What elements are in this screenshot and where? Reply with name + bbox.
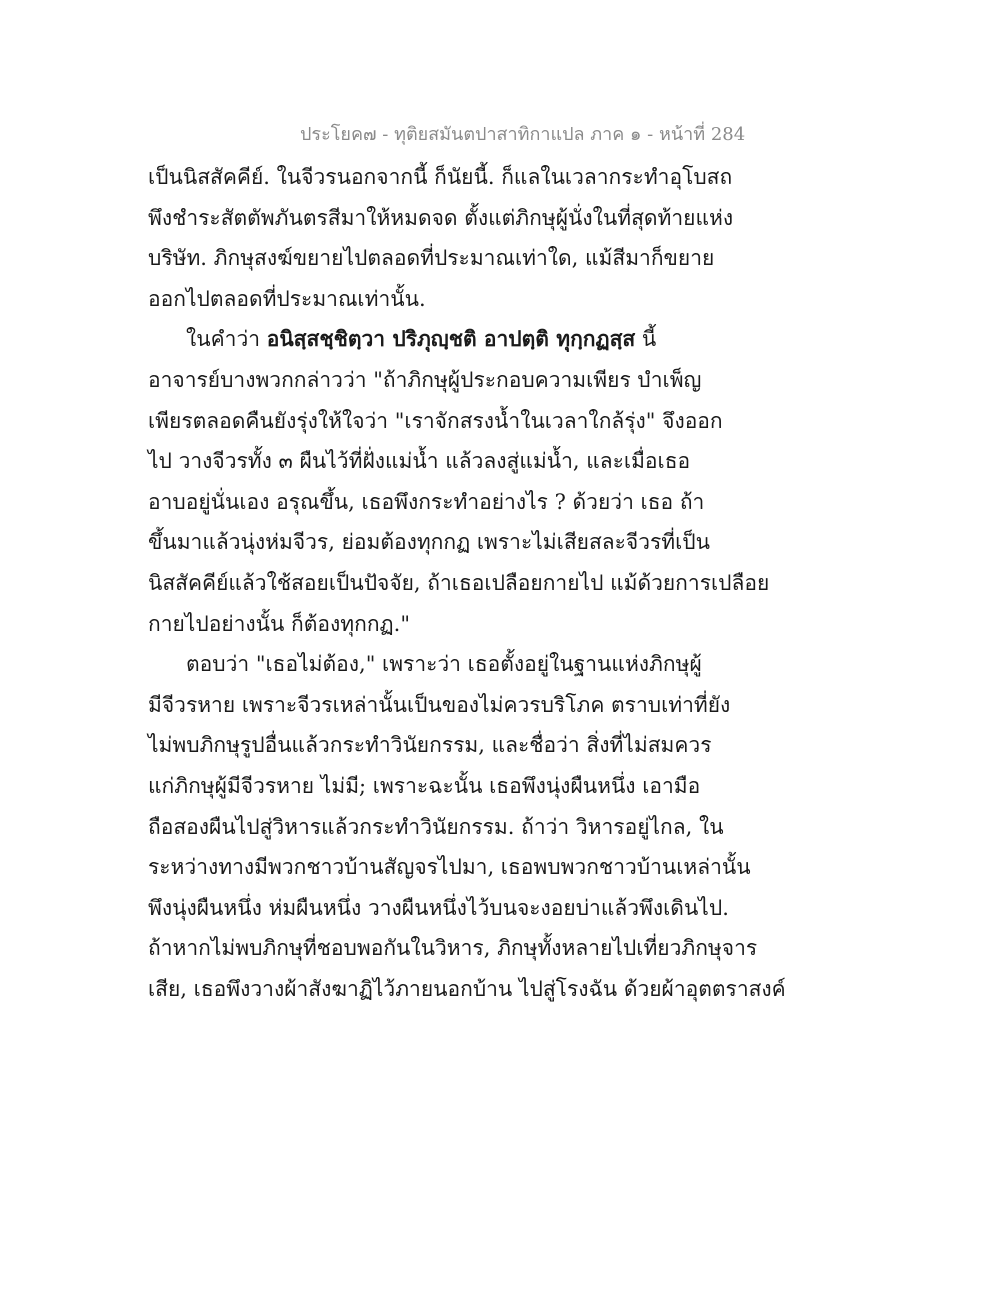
text-span: นี้ (635, 327, 657, 352)
text-line: กายไปอย่างนั้น ก็ต้องทุกกฏ." (148, 611, 410, 636)
text-line: แก่ภิกษุผู้มีจีวรหาย ไม่มี; เพราะฉะนั้น เธอพึงนุ่งผืนหนึ่ง เอามือ (148, 773, 701, 798)
body-text (148, 157, 786, 1009)
paragraph-3-first-line: ตอบว่า "เธอไม่ต้อง," เพราะว่า เธอตั้งอยู่ในฐานแห่งภิกษุผู้ (186, 652, 702, 677)
text-line: มีจีวรหาย เพราะจีวรเหล่านั้นเป็นของไม่ควรบริโภค ตราบเท่าที่ยัง (148, 692, 731, 717)
text-line: ถ้าหากไม่พบภิกษุที่ชอบพอกันในวิหาร, ภิกษุทั้งหลายไปเที่ยวภิกษุจาร (148, 936, 758, 961)
pali-term: อนิสฺสชฺชิตฺวา ปริภุญฺชติ อาปตฺติ ทุกฺกฏสฺส (266, 326, 636, 352)
text-line: พึงนุ่งผืนหนึ่ง ห่มผืนหนึ่ง วางผืนหนึ่งไว้บนจะงอยบ่าแล้วพึงเดินไป. (148, 895, 729, 920)
text-line: ระหว่างทางมีพวกชาวบ้านสัญจรไปมา, เธอพบพวกชาวบ้านเหล่านั้น (148, 855, 751, 880)
text-span: ในคำว่า (186, 327, 267, 352)
text-line: อาบอยู่นั่นเอง อรุณขึ้น, เธอพึงกระทำอย่างไร ? ด้วยว่า เธอ ถ้า (148, 489, 705, 514)
text-line: อาจารย์บางพวกกล่าวว่า "ถ้าภิกษุผู้ประกอบความเพียร บำเพ็ญ (148, 367, 702, 392)
text-line: เป็นนิสสัคคีย์. ในจีวรนอกจากนี้ ก็นัยนี้. ก็แลในเวลากระทำอุโบสถ (148, 165, 733, 189)
text-line: ไป วางจีวรทั้ง ๓ ผืนไว้ที่ฝั่งแม่น้ำ แล้วลงสู่แม่น้ำ, และเมื่อเธอ (148, 449, 691, 474)
text-line: เสีย, เธอพึงวางผ้าสังฆาฏิไว้ภายนอกบ้าน ไปสู่โรงฉัน ด้วยผ้าอุตตราสงค์ (148, 976, 786, 1001)
text-line: นิสสัคคีย์แล้วใช้สอยเป็นปัจจัย, ถ้าเธอเปลือยกายไป แม้ด้วยการเปลือย (148, 570, 770, 595)
text-line: บริษัท. ภิกษุสงฆ์ขยายไปตลอดที่ประมาณเท่าใด, แม้สีมาก็ขยาย (148, 246, 715, 271)
running-header: ประโยค๗ - ทุติยสมันตปาสาทิกาแปล ภาค ๑ - หน้าที่ 284 (300, 124, 746, 145)
text-line: เพียรตลอดคืนยังรุ่งให้ใจว่า "เราจักสรงน้ำในเวลาใกล้รุ่ง" จึงออก (148, 408, 723, 433)
text-line: ถือสองผืนไปสู่วิหารแล้วกระทำวินัยกรรม. ถ้าว่า วิหารอยู่ไกล, ใน (148, 814, 724, 839)
text-line: พึงชำระสัตตัพภันตรสีมาให้หมดจด ตั้งแต่ภิกษุผู้นั่งในที่สุดท้ายแห่ง (148, 205, 734, 230)
text-line: ไม่พบภิกษุรูปอื่นแล้วกระทำวินัยกรรม, และชื่อว่า สิ่งที่ไม่สมควร (148, 733, 712, 758)
text-line: ออกไปตลอดที่ประมาณเท่านั้น. (148, 286, 426, 311)
text-line: ขึ้นมาแล้วนุ่งห่มจีวร, ย่อมต้องทุกกฏ เพราะไม่เสียสละจีวรที่เป็น (148, 530, 710, 555)
paragraph-2-first-line (148, 319, 718, 360)
